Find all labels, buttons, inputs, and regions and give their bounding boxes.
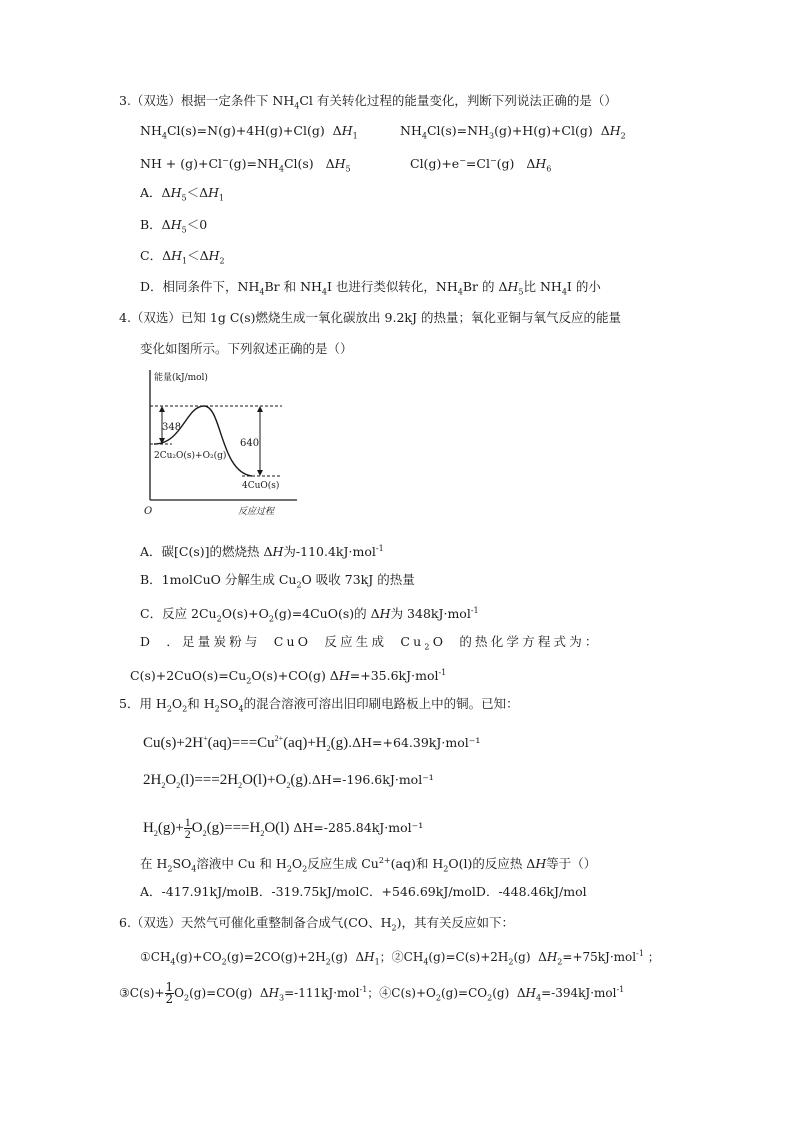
q3-option-b: B．$\Delta H_5<0$ bbox=[140, 217, 208, 235]
energy-curve bbox=[154, 406, 252, 476]
q4-option-c: C．反应 $2Cu_2O(s)+O_2(g)=4CuO(s)$的 ΔH为 348kJ·mol$^{-1}$ bbox=[140, 606, 479, 624]
q3-stem: 3.（双选）根据一定条件下 $NH_4Cl$ 有关转化过程的能量变化，判断下列说法正确的是（） bbox=[119, 93, 617, 111]
q4-option-b: B．1molCuO 分解生成 $Cu_2O$ 吸收 73kJ 的热量 bbox=[140, 572, 415, 590]
q3-equation-4: Cl(g)+e−=Cl−(g) $\Delta H_6$ bbox=[410, 156, 552, 174]
q3-equation-1: $NH_4Cl(s)=N(g)+4H(g)+Cl(g)$ $\Delta H_1$ bbox=[140, 123, 358, 141]
q4-stem-line1: 4.（双选）已知 1g C(s)燃烧生成一氧化碳放出 9.2kJ 的热量；氧化亚铜与氧气反应的能量 bbox=[119, 310, 621, 325]
q4-option-d-equation: $C(s)+2CuO(s)=Cu_2O(s)+CO(g)$ ΔH=+35.6kJ·mol$^{-1}$ bbox=[130, 668, 447, 686]
q6-reactions-line2: ③C(s)+ $\frac{1}{2}$ $O_2(g)=CO(g)$ $\Delta H_3=-111kJ\cdot mol^{-1}$；$④C(s)+O_2(g)=CO_2(g)$ $\Delta H_4=-394kJ\cdot mol^{-1}$ bbox=[119, 980, 625, 1006]
q4-option-d: D ．足量炭粉与 CuO 反应生成 $Cu_2O$ 的热化学方程式为： bbox=[140, 634, 601, 652]
products-label: 4CuO(s) bbox=[242, 481, 280, 491]
q4-option-a: A．碳[C(s)]的燃烧热 ΔH为-110.4kJ·mol$^{-1}$ bbox=[140, 544, 384, 560]
q6-reactions-line1: $①CH_4(g)+CO_2(g)=2CO(g)+2H_2(g)$ $\Delta H_1$；$②CH_4(g)=C(s)+2H_2(g)$ $\Delta H_2=+75kJ\cdot mol^{-1}$ ； bbox=[140, 949, 660, 967]
q5-question: 在 $H_2SO_4$溶液中 Cu 和 $H_2O_2$反应生成 $Cu^{2+}(aq)$和 $H_2O(l)$的反应热 ΔH等于（） bbox=[140, 856, 597, 874]
q5-reaction-2: $2H_2O_2(l)===2H_2O(l)+O_2(g).\Delta H=-196.6kJ\cdot mol^{-1}$ bbox=[143, 772, 434, 790]
x-axis-label: 反应过程 bbox=[238, 507, 275, 517]
q3-equation-2: $NH_4Cl(s)=NH_3(g)+H(g)+Cl(g)$ $\Delta H_2$ bbox=[400, 123, 626, 141]
origin-label: O bbox=[144, 506, 153, 517]
q3-option-a: A．$\Delta H_5<\Delta H_1$ bbox=[140, 185, 225, 203]
q5-stem: 5．用 $H_2O_2$和 $H_2SO_4$的混合溶液可溶出旧印刷电路板上中的铜。已知： bbox=[119, 696, 519, 714]
q5-reaction-1: $Cu(s)+2H^+(aq)===Cu^{2+}(aq)+H_2(g).\Delta H=+64.39kJ\cdot mol^{-1}$ bbox=[143, 734, 481, 753]
energy-diagram bbox=[142, 368, 302, 520]
q5-reaction-3: $H_2(g)+$ $\frac{1}{2}$ $O_2(g)===H_2O(l)$ ΔH=-285.84kJ·mol⁻¹ bbox=[143, 815, 424, 842]
reactants-label: 2Cu₂O(s)+O₂(g) bbox=[154, 451, 227, 461]
q6-stem: 6.（双选）天然气可催化重整制备合成气(CO、$H_2$)，其有关反应如下： bbox=[119, 915, 515, 933]
y-axis-label: 能量(kJ/mol) bbox=[154, 373, 208, 383]
gap-640-label: 640 bbox=[240, 438, 260, 449]
q4-stem-line2: 变化如图所示。下列叙述正确的是（） bbox=[140, 341, 353, 356]
gap-348-label: 348 bbox=[162, 422, 182, 433]
q3-option-d: D．相同条件下，$NH_4Br$ 和 $NH_4I$ 也进行类似转化，$NH_4Br$ 的 $\Delta H_5$比 $NH_4I$ 的小 bbox=[140, 279, 601, 297]
q5-options: A．-417.91kJ/molB．-319.75kJ/molC．+546.69kJ/molD．-448.46kJ/mol bbox=[140, 884, 587, 899]
q3-equation-3: NH + $(g)+Cl^-(g)=NH_4Cl(s)$ $\Delta H_5$ bbox=[140, 156, 351, 174]
q3-option-c: C．$\Delta H_1<\Delta H_2$ bbox=[140, 248, 225, 266]
